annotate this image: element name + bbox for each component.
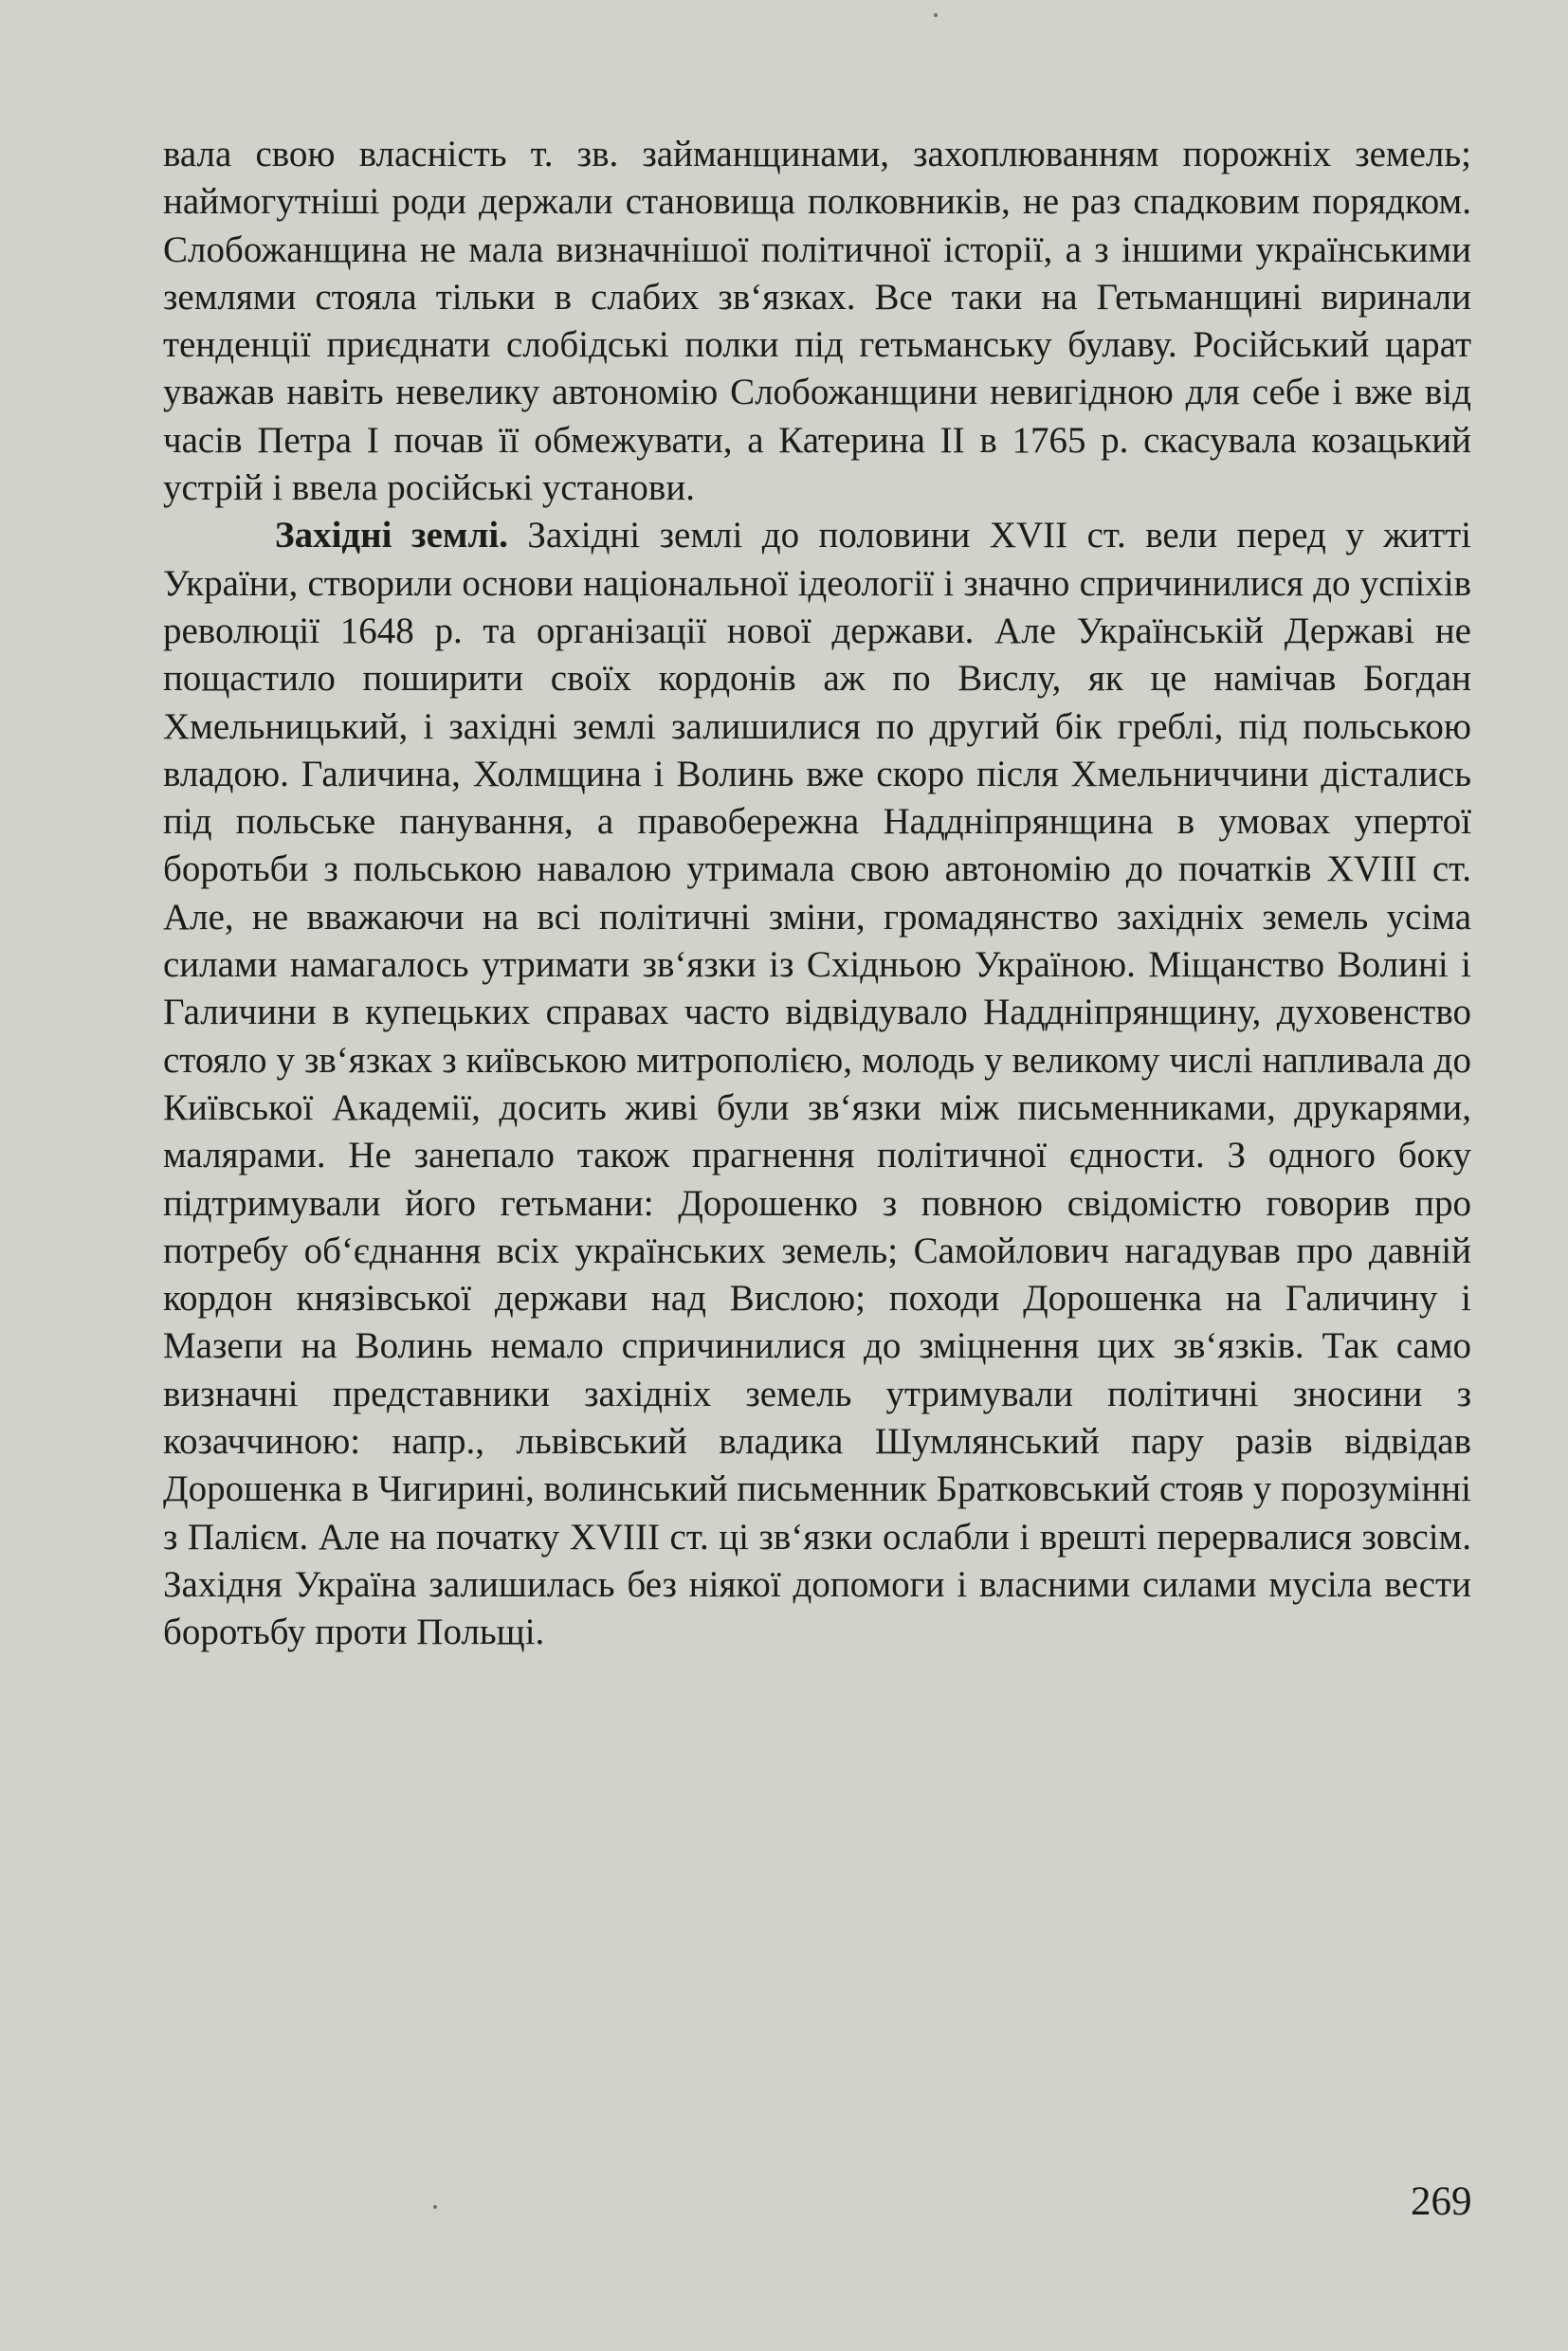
text-column (163, 131, 1471, 1657)
paragraph-text: Західні землі до половини XVII ст. вели перед у житті України, створили основи національної ідеології і значно спричинилися до успіхів революції 1648 р. та організації нової держави. Але Українській Державі не пощастило поширити своїх кордонів аж по Вислу, як це намічав Богдан Хмельницький, і західні землі залишилися по другий бік греблі, під польською владою. Галичина, Холмщина і Волинь вже скоро після Хмельниччини дістались під польське панування, а правобережна Наддніпрянщина в умовах упертої боротьби з польською навалою утримала свою автономію до початків XVIII ст. Але, не вважаючи на всі політичні зміни, громадянство західніх земель усіма силами намагалось утримати зв‘язки із Східньою Україною. Міщанство Волині і Галичини в купецьких справах часто відвідувало Наддніпрянщину, духовенство стояло у зв‘язках з київською митрополією, молодь у великому числі напливала до Київської Академії, досить живі були зв‘язки між письменниками, друкарями, малярами. Не занепало також прагнення політичної єдности. З одного боку підтримували його гетьмани: Дорошенко з повною свідомістю говорив про потребу об‘єднання всіх українських земель; Самойлович нагадував про давній кордон князівської держави над Вислою; походи Дорошенка на Галичину і Мазепи на Волинь немало спричинилися до зміцнення цих зв‘язків. Так само визначні представники західніх земель утримували політичні зносини з козаччиною: напр., львівський владика Шумлянський пару разів відвідав Дорошенка в Чигирині, волинський письменник Братковський стояв у порозумінні з Палієм. Але на початку XVIII ст. ці зв‘язки ослабли і врешті перервалися зовсім. Західня Україна залишилась без ніякої допомоги і власними силами мусіла вести боротьбу проти Польщі. (163, 515, 1472, 1653)
top-speck (934, 13, 938, 17)
bottom-speck (433, 2205, 437, 2209)
section-heading: Західні землі. (275, 515, 508, 556)
paragraph-sloboda (163, 131, 1471, 512)
page-number: 269 (1411, 2179, 1472, 2224)
paragraph-western-lands (163, 512, 1471, 1656)
paragraph-text: вала свою власність т. зв. займанщинами, захоплюванням порожніх земель; наймогутніші роди держали становища полковників, не раз спадковим порядком. Слобожанщина не мала визначнішої політичної історії, а з іншими українськими землями стояла тільки в слабих зв‘язках. Все таки на Гетьманщині виринали тенденції приєднати слобідські полки під гетьманську булаву. Російський царат уважав навіть невелику автономію Слобожанщини невигідною для себе і вже від часів Петра I почав її обмежувати, а Катерина II в 1765 р. скасувала козацький устрій і ввела російські установи. (163, 134, 1471, 509)
